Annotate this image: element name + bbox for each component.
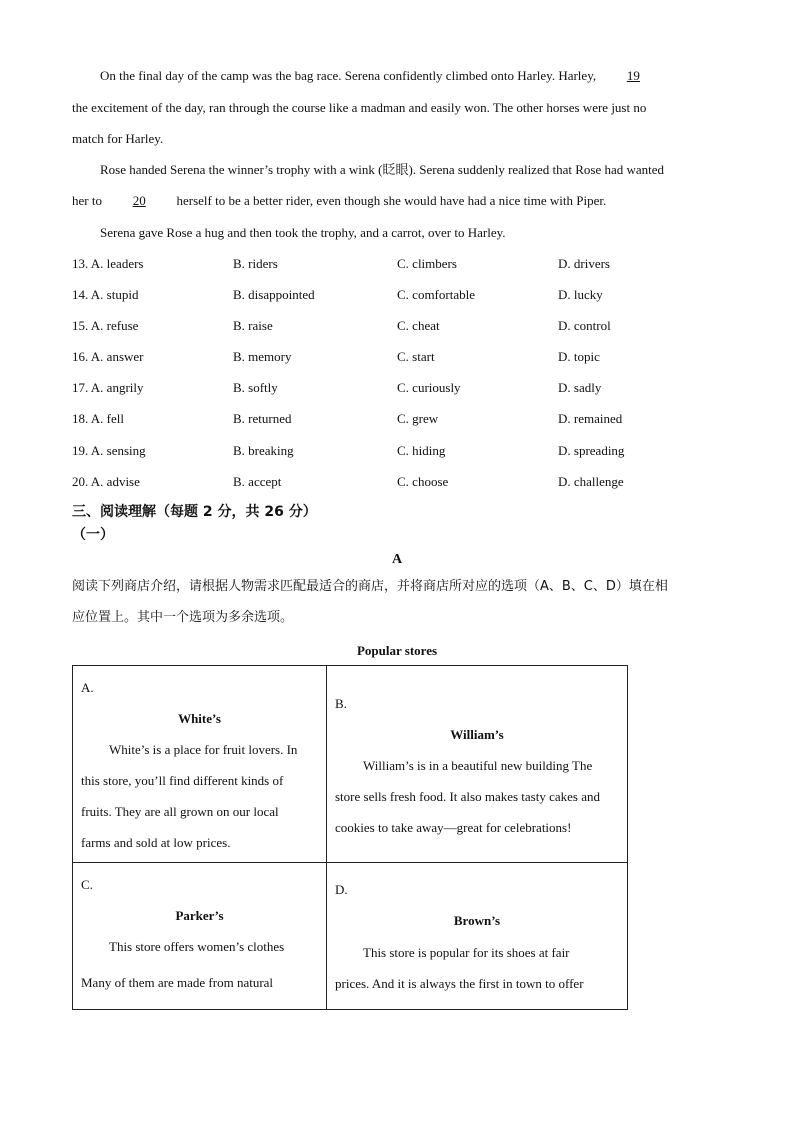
passage-text: herself to be a better rider, even though she would have had a nice time with Piper. — [173, 193, 607, 208]
store-label: A. — [81, 680, 94, 695]
option-b: B. breaking — [233, 443, 294, 458]
option-c: C. comfortable — [397, 287, 475, 302]
blank-20: 20 — [132, 193, 146, 208]
store-description: White’s is a place for fruit lovers. In this store, you’ll find different kinds of fruits. They are all grown on our local farms and sold at low prices. — [81, 742, 298, 850]
blank-19: 19 — [626, 68, 640, 83]
option-c: C. start — [397, 349, 435, 364]
store-name: Brown’s — [453, 913, 501, 928]
store-label: D. — [335, 882, 348, 897]
option-b: B. disappointed — [233, 287, 315, 302]
option-d: D. remained — [558, 411, 623, 426]
passage-line: Serena gave Rose a hug and then took the trophy, and a carrot, over to Harley. — [100, 225, 506, 240]
store-label: C. — [81, 877, 93, 892]
option-c: C. choose — [397, 474, 449, 489]
instruction-line: 阅读下列商店介绍，请根据人物需求匹配最适合的商店，并将商店所对应的选项（A、B、C、D）填在相 — [72, 579, 668, 594]
option-d: D. control — [558, 318, 611, 333]
store-description: This store offers women’s clothes Many of them are made from natural — [81, 939, 285, 990]
option-a: 15. A. refuse — [72, 318, 139, 333]
store-name: Parker’s — [175, 908, 224, 923]
option-d: D. drivers — [558, 256, 610, 271]
instruction-line: 应位置上。其中一个选项为多余选项。 — [72, 610, 294, 625]
option-d: D. topic — [558, 349, 600, 364]
section-title: 三、阅读理解（每题 2 分，共 26 分） — [72, 504, 317, 520]
option-b: B. raise — [233, 318, 273, 333]
stores-table — [72, 665, 628, 1010]
store-cell-d — [327, 863, 628, 1010]
store-description: William’s is in a beautiful new building The store sells fresh food. It also makes tasty cakes and cookies to take away—great for celebrations! — [335, 758, 600, 835]
option-b: B. accept — [233, 474, 282, 489]
passage-line: match for Harley. — [72, 131, 164, 146]
option-b: B. returned — [233, 411, 292, 426]
option-row — [72, 349, 672, 365]
passage-line — [100, 68, 667, 84]
option-row — [72, 318, 672, 334]
store-cell-b — [327, 666, 628, 863]
option-d: D. sadly — [558, 380, 602, 395]
store-cell-a — [73, 666, 327, 863]
part-heading: A — [391, 552, 403, 567]
option-row — [72, 380, 672, 396]
option-row — [72, 474, 672, 490]
option-c: C. climbers — [397, 256, 457, 271]
passage-text: On the final day of the camp was the bag race. Serena confidently climbed onto Harley. Harley, — [100, 68, 600, 83]
table-title: Popular stores — [356, 643, 438, 658]
option-a: 19. A. sensing — [72, 443, 146, 458]
passage-line: the excitement of the day, ran through the course like a madman and easily won. The other horses were just no — [72, 100, 647, 115]
passage-line — [72, 193, 606, 209]
option-d: D. lucky — [558, 287, 603, 302]
option-a: 13. A. leaders — [72, 256, 144, 271]
option-b: B. riders — [233, 256, 278, 271]
section-subtitle: （一） — [72, 527, 114, 543]
option-c: C. cheat — [397, 318, 440, 333]
option-c: C. curiously — [397, 380, 461, 395]
option-row — [72, 256, 672, 272]
option-a: 16. A. answer — [72, 349, 144, 364]
option-d: D. spreading — [558, 443, 625, 458]
option-row — [72, 411, 672, 427]
option-a: 20. A. advise — [72, 474, 140, 489]
option-a: 14. A. stupid — [72, 287, 139, 302]
option-b: B. memory — [233, 349, 292, 364]
option-b: B. softly — [233, 380, 278, 395]
store-label: B. — [335, 696, 347, 711]
option-a: 17. A. angrily — [72, 380, 144, 395]
store-name: White’s — [178, 711, 221, 726]
store-description: This store is popular for its shoes at fair prices. And it is always the first in town to offer — [335, 945, 584, 991]
option-c: C. grew — [397, 411, 439, 426]
store-name: William’s — [450, 727, 504, 742]
option-a: 18. A. fell — [72, 411, 124, 426]
passage-line: Rose handed Serena the winner’s trophy with a wink (眨眼). Serena suddenly realized that Rose had wanted — [100, 162, 665, 177]
option-row — [72, 287, 672, 303]
passage-text: her to — [72, 193, 106, 208]
option-row — [72, 443, 672, 459]
option-c: C. hiding — [397, 443, 446, 458]
store-cell-c — [73, 863, 327, 1010]
option-d: D. challenge — [558, 474, 624, 489]
